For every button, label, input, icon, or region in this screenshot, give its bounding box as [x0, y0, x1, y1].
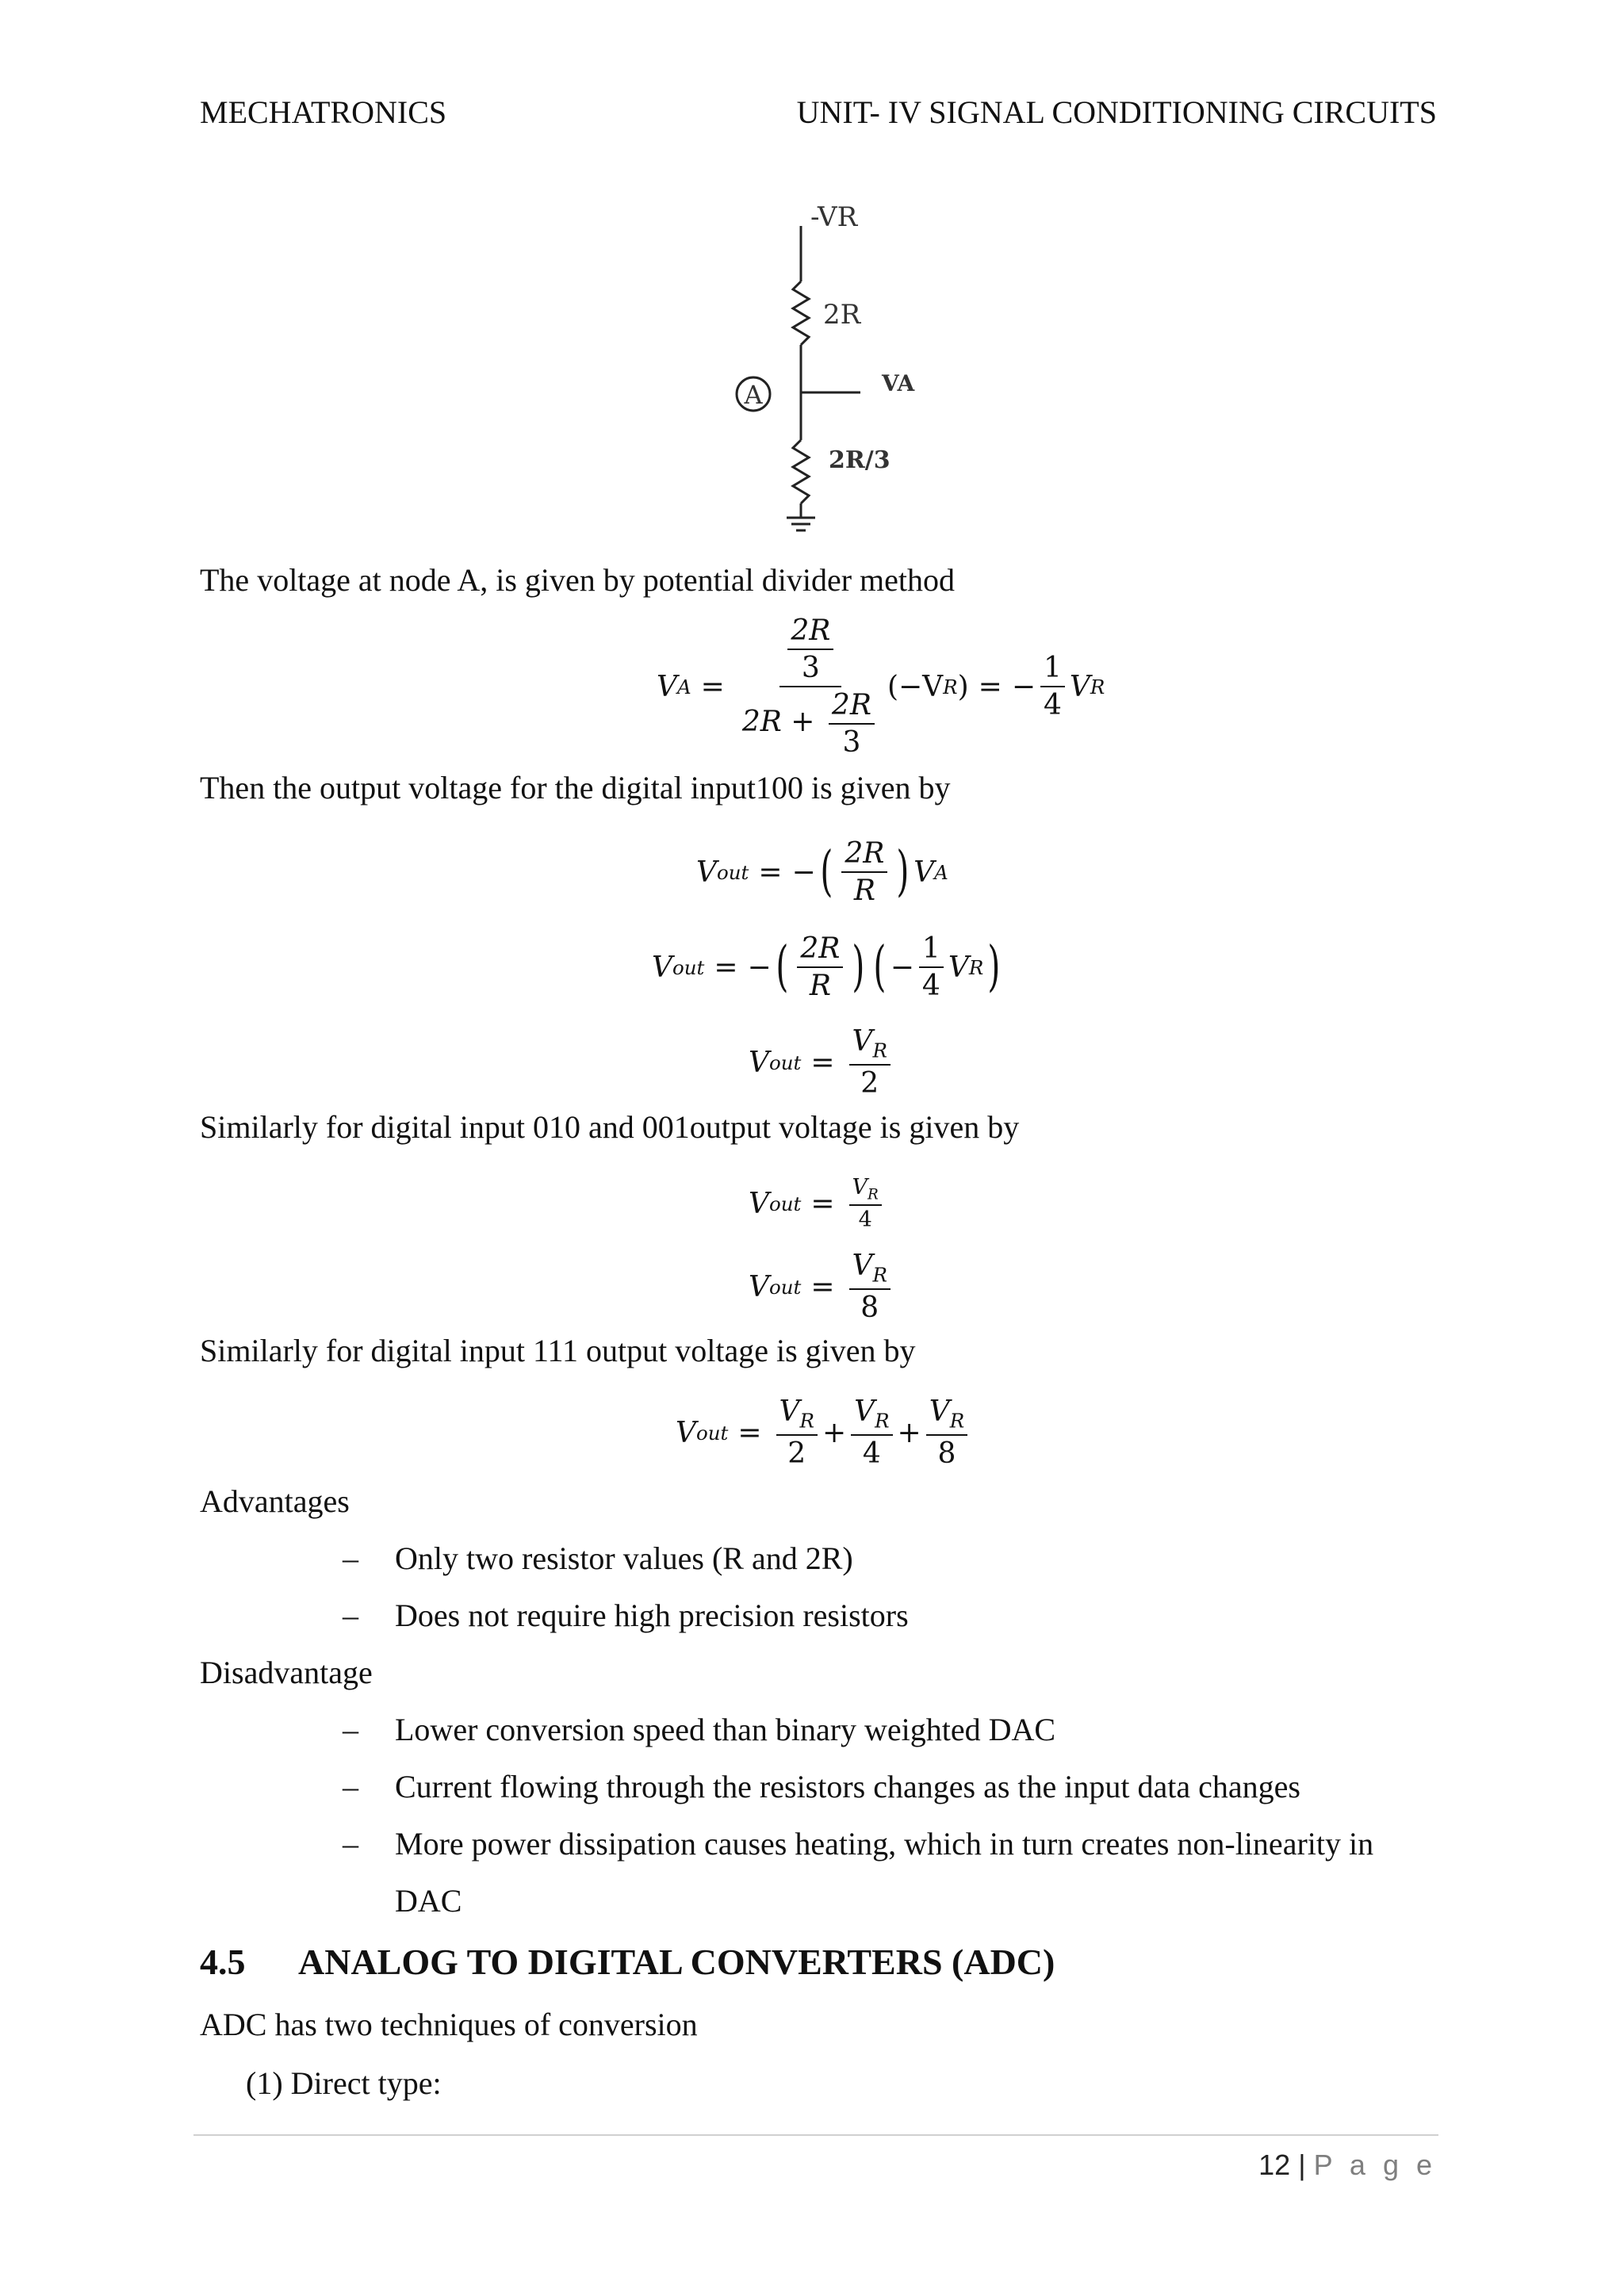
- adc-intro: ADC has two techniques of conversion: [200, 2007, 698, 2042]
- paragraph-input-111: Similarly for digital input 111 output voltage is given by: [200, 1333, 916, 1368]
- equation-vout-sum: V out = $\frac{V_R}{2}$ + $\frac{V_R}{4}$ + $\frac{V_R}{8}$: [676, 1389, 972, 1476]
- circuit-lower-resistor-label: 2R/3: [829, 446, 891, 474]
- footer-divider: [193, 2134, 1438, 2136]
- page-footer: [1258, 2149, 1437, 2182]
- advantages-heading: Advantages: [200, 1483, 350, 1519]
- equation-vout-va: V out = − ( $\frac{2R}{R}$ ) V A: [696, 837, 948, 907]
- paragraph-node-a: The voltage at node A, is given by potential divider method: [200, 562, 956, 598]
- section-heading: [200, 1941, 1055, 1983]
- equation-va: V A = $\frac{2R}{3}$ 2R + $\frac{2R}{3}$ (−V R ) = − $\frac{1}{4}$ V R: [657, 614, 1105, 759]
- equation-vout-half: V out = $\frac{V_R}{2}$: [749, 1015, 895, 1110]
- equation-vout-eighth: V out = $\frac{V_R}{8}$: [749, 1243, 895, 1330]
- paragraph-input-100: Then the output voltage for the digital input100 is given by: [200, 770, 951, 806]
- page-separator: |: [1298, 2149, 1306, 2181]
- header-subject: MECHATRONICS: [200, 94, 447, 130]
- header-unit: UNIT- IV SIGNAL CONDITIONING CIRCUITS: [796, 94, 1437, 130]
- equation-vout-expanded: V out = − ( $\frac{2R}{R}$ ) ( − $\frac{1}{4}$ V R ): [652, 932, 1001, 1002]
- circuit-node-label: VA: [882, 370, 915, 396]
- circuit-upper-resistor-label: 2R: [823, 299, 861, 331]
- circuit-top-label: -VR: [810, 202, 858, 233]
- circuit-node-marker: A: [744, 380, 763, 410]
- page-word: P a g e: [1313, 2149, 1437, 2181]
- disadvantages-heading: Disadvantage: [200, 1655, 373, 1690]
- page-number: 12: [1258, 2149, 1291, 2181]
- equation-vout-quarter: V out = $\frac{V_R}{4}$: [749, 1164, 887, 1243]
- adc-item-direct-type: (1) Direct type:: [246, 2065, 442, 2101]
- section-number: 4.5: [200, 1942, 246, 1982]
- section-title: ANALOG TO DIGITAL CONVERTERS (ADC): [298, 1942, 1055, 1982]
- page-header: [200, 94, 1437, 141]
- paragraph-input-010-001: Similarly for digital input 010 and 001output voltage is given by: [200, 1109, 1020, 1145]
- potential-divider-circuit: [714, 202, 1015, 543]
